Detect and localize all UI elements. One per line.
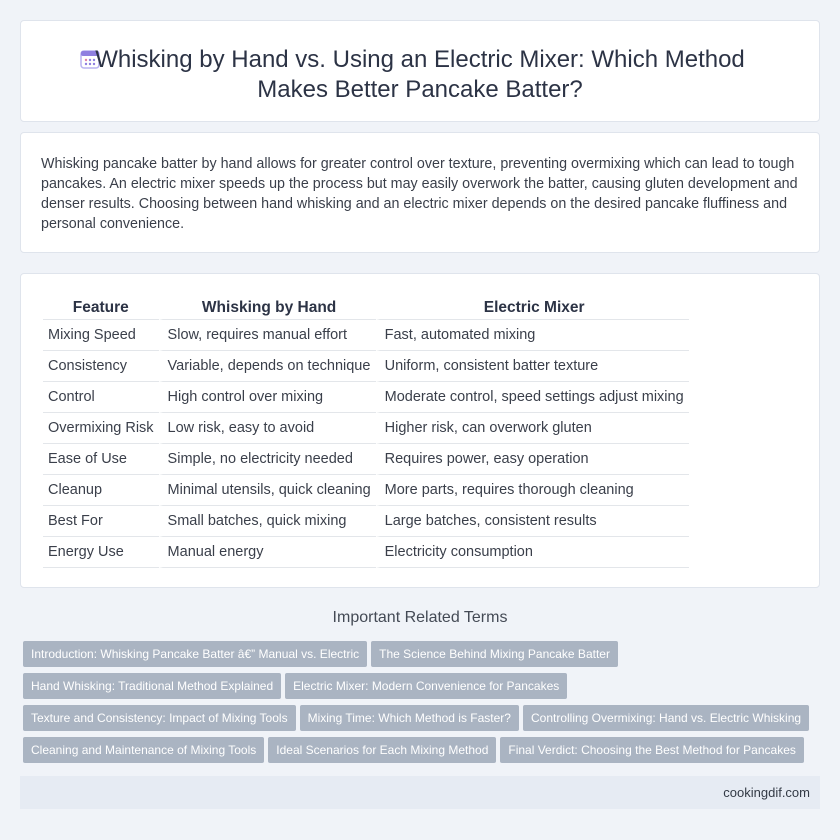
tag-row [23, 641, 823, 673]
related-term-link[interactable]: Mixing Time: Which Method is Faster? [300, 705, 519, 731]
table-row [43, 382, 689, 413]
table-cell: High control over mixing [159, 382, 376, 413]
table-cell: Fast, automated mixing [376, 320, 689, 351]
table-row [43, 506, 689, 537]
related-term-link[interactable]: Final Verdict: Choosing the Best Method for Pancakes [500, 737, 804, 763]
table-cell: Ease of Use [43, 444, 159, 475]
related-term-link[interactable]: The Science Behind Mixing Pancake Batter [371, 641, 618, 667]
column-header: Whisking by Hand [159, 295, 376, 320]
comparison-card [20, 273, 820, 588]
related-terms-list [23, 641, 823, 769]
column-header: Electric Mixer [376, 295, 689, 320]
table-cell: More parts, requires thorough cleaning [376, 475, 689, 506]
table-cell: Large batches, consistent results [376, 506, 689, 537]
table-cell: Slow, requires manual effort [159, 320, 376, 351]
table-cell: Small batches, quick mixing [159, 506, 376, 537]
table-cell: Energy Use [43, 537, 159, 568]
comparison-table [43, 295, 689, 568]
table-cell: Electricity consumption [376, 537, 689, 568]
table-row [43, 537, 689, 568]
table-row [43, 444, 689, 475]
intro-card [20, 132, 820, 253]
table-row [43, 320, 689, 351]
tag-row [23, 737, 823, 769]
related-terms-heading: Important Related Terms [332, 609, 508, 626]
table-cell: Moderate control, speed settings adjust mixing [376, 382, 689, 413]
site-name[interactable]: cookingdif.com [723, 785, 810, 800]
related-term-link[interactable]: Cleaning and Maintenance of Mixing Tools [23, 737, 264, 763]
table-cell: Requires power, easy operation [376, 444, 689, 475]
related-term-link[interactable]: Electric Mixer: Modern Convenience for Pancakes [285, 673, 567, 699]
table-row [43, 351, 689, 382]
table-cell: Best For [43, 506, 159, 537]
tag-row [23, 705, 823, 737]
related-term-link[interactable]: Texture and Consistency: Impact of Mixing Tools [23, 705, 296, 731]
page-title: Whisking by Hand vs. Using an Electric Mixer: Which Method Makes Better Pancake Batter? [95, 46, 745, 103]
table-cell: Uniform, consistent batter texture [376, 351, 689, 382]
tag-row [23, 673, 823, 705]
table-row [43, 475, 689, 506]
table-row [43, 413, 689, 444]
table-cell: Mixing Speed [43, 320, 159, 351]
table-cell: Consistency [43, 351, 159, 382]
table-cell: Control [43, 382, 159, 413]
intro-text: Whisking pancake batter by hand allows for greater control over texture, preventing overmixing which can lead to tough pancakes. An electric mixer speeds up the process but may easily overwork the batter, causing gluten development and denser results. Choosing between hand whisking and an electric mixer depends on the desired pancake fluffiness and personal convenience. [41, 156, 798, 232]
table-cell: Cleanup [43, 475, 159, 506]
related-term-link[interactable]: Controlling Overmixing: Hand vs. Electric Whisking [523, 705, 809, 731]
table-cell: Low risk, easy to avoid [159, 413, 376, 444]
title-card [20, 20, 820, 122]
table-cell: Manual energy [159, 537, 376, 568]
related-term-link[interactable]: Ideal Scenarios for Each Mixing Method [268, 737, 496, 763]
footer [20, 776, 820, 809]
table-cell: Minimal utensils, quick cleaning [159, 475, 376, 506]
table-cell: Simple, no electricity needed [159, 444, 376, 475]
related-term-link[interactable]: Introduction: Whisking Pancake Batter â€” Manual vs. Electric [23, 641, 367, 667]
table-cell: Variable, depends on technique [159, 351, 376, 382]
table-cell: Higher risk, can overwork gluten [376, 413, 689, 444]
table-header-row [43, 295, 689, 320]
table-cell: Overmixing Risk [43, 413, 159, 444]
column-header: Feature [43, 295, 159, 320]
related-term-link[interactable]: Hand Whisking: Traditional Method Explained [23, 673, 281, 699]
